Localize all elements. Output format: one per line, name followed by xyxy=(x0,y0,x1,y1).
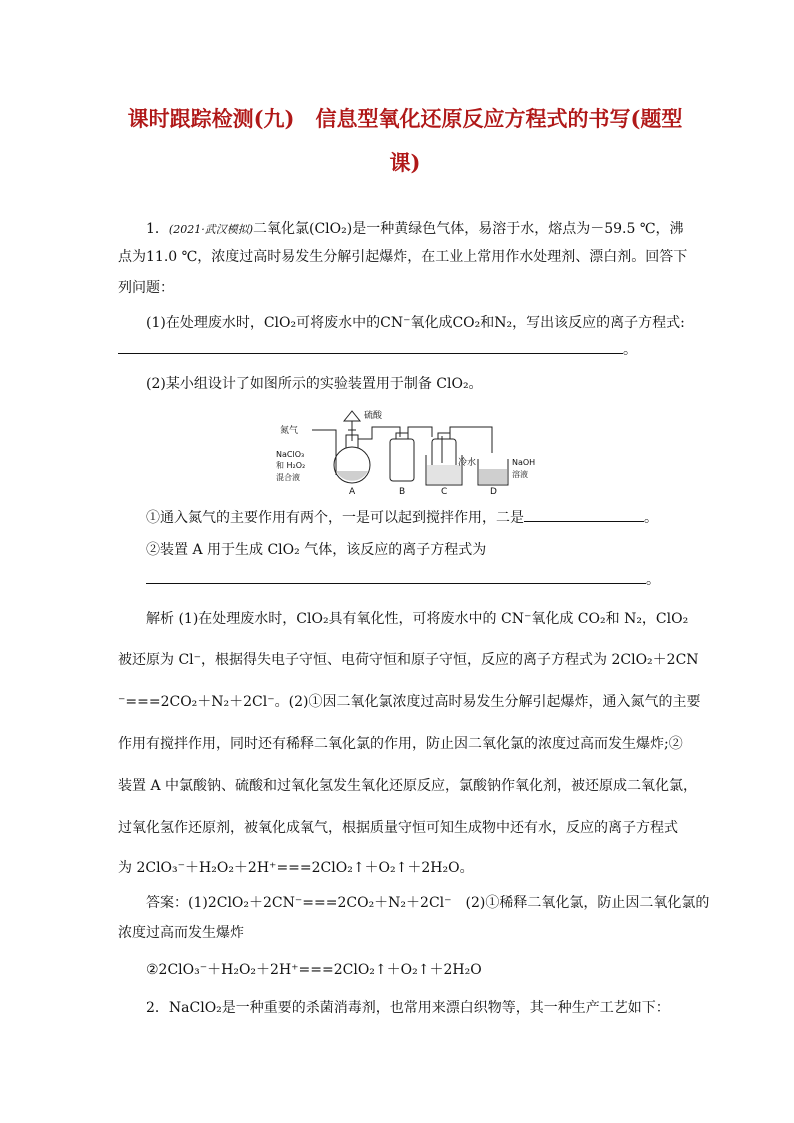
label-naoh-line-1: NaOH xyxy=(512,458,536,467)
question-1-stem-line-3: 列问题： xyxy=(118,280,174,296)
label-a: A xyxy=(349,487,356,497)
blank-period: 。 xyxy=(646,572,660,588)
analysis-line-3: ⁻===2CO₂＋N₂＋2Cl⁻。(2)①因二氧化氯浓度过高时易发生分解引起爆炸，通入氮气的主要 xyxy=(118,694,701,710)
tube-a-b xyxy=(358,427,400,439)
label-d: D xyxy=(490,487,497,497)
nitrogen-inlet-tube xyxy=(312,430,336,475)
separatory-funnel xyxy=(344,411,360,421)
answer-blank[interactable] xyxy=(524,521,644,522)
label-b: B xyxy=(399,487,406,497)
question-1-part-2-1 xyxy=(146,508,658,528)
question-1-part-1: (1)在处理废水时，ClO₂可将废水中的CN⁻氧化成CO₂和N₂，写出该反应的离子方程式: xyxy=(146,315,685,331)
question-1-stem-line-2: 点为11.0 ℃，浓度过高时易发生分解引起爆炸，在工业上常用作水处理剂、漂白剂。回答下 xyxy=(118,249,688,265)
label-naoh-line-2: 溶液 xyxy=(512,470,528,479)
label-cold-water: 冷水 xyxy=(458,458,477,468)
label-nitrogen: 氮气 xyxy=(280,426,299,436)
answer-line-2: 浓度过高而发生爆炸 xyxy=(118,925,244,941)
answer-blank[interactable] xyxy=(118,353,623,354)
part-2-1-text: ①通入氮气的主要作用有两个，一是可以起到搅拌作用，二是 xyxy=(146,510,524,526)
label-mixture-line-2: 和 H₂O₂ xyxy=(276,461,306,470)
question-1-source: (2021·武汉模拟) xyxy=(168,223,253,236)
analysis-line-1: 解析 (1)在处理废水时，ClO₂具有氧化性，可将废水中的 CN⁻氧化成 CO₂和 N₂，ClO₂ xyxy=(146,611,689,627)
answer-line-part-1 xyxy=(118,340,637,360)
page-title-line-2: 课) xyxy=(389,150,421,175)
answer-line-part-2-2 xyxy=(146,570,660,590)
label-sulfuric-acid: 硫酸 xyxy=(364,411,383,421)
answer-line-1: 答案：(1)2ClO₂＋2CN⁻===2CO₂＋N₂＋2Cl⁻ (2)①稀释二氧化氯，防止因二氧化氯的 xyxy=(146,895,710,911)
page-title-line-1: 课时跟踪检测(九) 信息型氧化还原反应方程式的书写(题型 xyxy=(127,106,683,131)
answer-line-3: ②2ClO₃⁻＋H₂O₂＋2H⁺===2ClO₂↑＋O₂↑＋2H₂O xyxy=(146,962,482,978)
question-2-stem: 2．NaClO₂是一种重要的杀菌消毒剂，也常用来漂白织物等，其一种生产工艺如下： xyxy=(146,1000,670,1016)
blank-period: 。 xyxy=(644,510,658,526)
label-mixture-line-1: NaClO₃ xyxy=(276,450,305,459)
analysis-line-7: 为 2ClO₃⁻＋H₂O₂＋2H⁺===2ClO₂↑＋O₂↑＋2H₂O。 xyxy=(118,860,474,876)
label-c: C xyxy=(441,487,448,497)
analysis-line-4: 作用有搅拌作用，同时还有稀释二氧化氯的作用，防止因二氧化氯的浓度过高而发生爆炸;② xyxy=(118,736,683,752)
apparatus-diagram xyxy=(272,405,572,497)
bottle-b xyxy=(390,439,414,481)
question-1-number: 1． xyxy=(146,221,169,237)
answer-blank[interactable] xyxy=(146,583,646,584)
question-1-stem-text: 二氧化氯(ClO₂)是一种黄绿色气体，易溶于水，熔点为－59.5 ℃，沸 xyxy=(253,221,684,237)
question-1-part-2-2: ②装置 A 用于生成 ClO₂ 气体，该反应的离子方程式为 xyxy=(146,542,487,558)
analysis-line-5: 装置 A 中氯酸钠、硫酸和过氧化氢发生氧化还原反应，氯酸钠作氧化剂，被还原成二氧化氯， xyxy=(118,778,698,794)
blank-period: 。 xyxy=(623,342,637,358)
question-1-part-2: (2)某小组设计了如图所示的实验装置用于制备 ClO₂。 xyxy=(146,376,483,392)
analysis-line-6: 过氧化氢作还原剂，被氧化成氧气，根据质量守恒可知生成物中还有水，反应的离子方程式 xyxy=(118,820,678,836)
analysis-line-2: 被还原为 Cl⁻，根据得失电子守恒、电荷守恒和原子守恒，反应的离子方程式为 2ClO₂＋2CN xyxy=(118,652,699,668)
label-mixture-line-3: 混合液 xyxy=(276,473,300,482)
question-1-stem-line-1 xyxy=(146,219,684,240)
